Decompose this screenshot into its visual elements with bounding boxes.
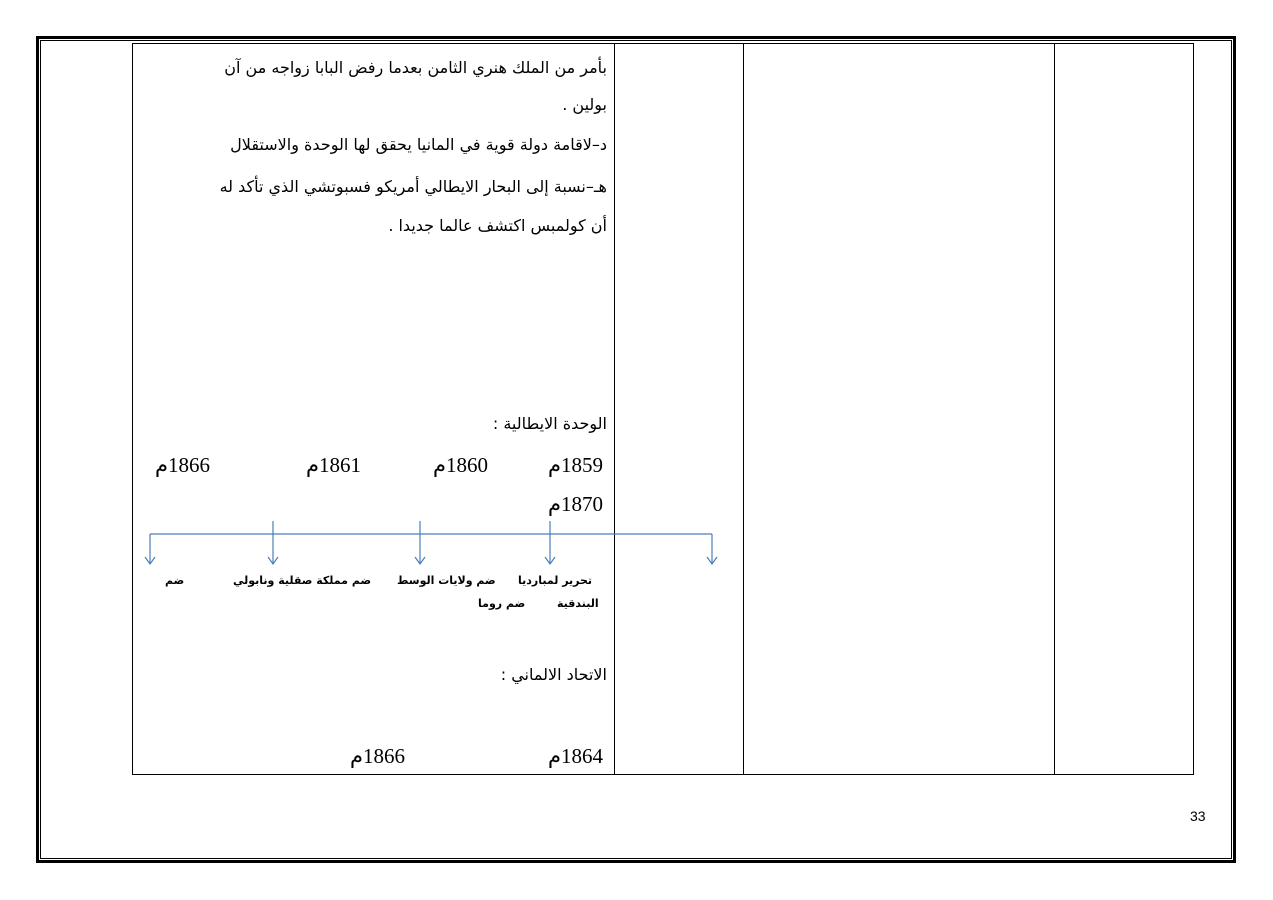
year-label: 1864م — [548, 744, 604, 768]
year-label: 1860م — [433, 453, 489, 477]
year-label: 1859م — [548, 453, 604, 477]
timeline-label: ضم — [165, 574, 185, 587]
paragraph-line: بأمر من الملك هنري الثامن بعدما رفض البابا زواجه من آن — [224, 58, 607, 77]
year-label: 1861م — [306, 453, 362, 477]
timeline-label: تحرير لمبارديا — [518, 574, 593, 587]
year-label: 1866م — [350, 744, 406, 768]
page-number: 33 — [1190, 808, 1206, 824]
paragraph-line: أن كولمبس اكتشف عالما جديدا . — [388, 216, 607, 235]
year-label: 1866م — [155, 453, 211, 477]
year-label: 1870م — [548, 492, 604, 516]
timeline-label: ضم روما — [478, 597, 526, 610]
timeline-label: ضم ولايات الوسط — [397, 574, 496, 587]
paragraph-line: بولين . — [562, 95, 607, 114]
paragraph-line: د–لاقامة دولة قوية في المانيا يحقق لها الوحدة والاستقلال — [230, 135, 607, 154]
german-unity-heading: الاتحاد الالماني : — [500, 665, 607, 684]
italian-unity-heading: الوحدة الايطالية : — [492, 414, 607, 433]
paragraph-line: هـ–نسبة إلى البحار الايطالي أمريكو فسبوتشي الذي تأكد له — [219, 177, 607, 196]
timeline-label: البندقية — [557, 597, 599, 610]
timeline-label: ضم مملكة صقلية ونابولي — [233, 574, 372, 587]
